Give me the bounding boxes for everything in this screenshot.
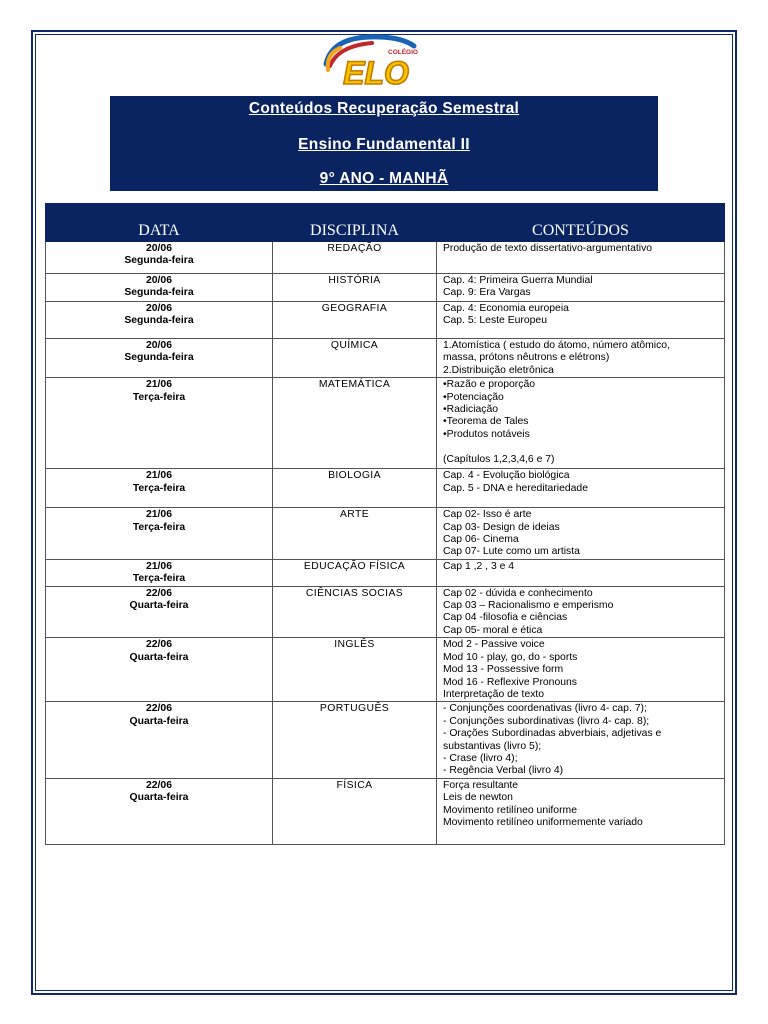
date-cell: 21/06 Terça-feira xyxy=(46,378,273,469)
column-header-subject: DISCIPLINA xyxy=(273,204,437,242)
contents-cell: Cap. 4: Primeira Guerra Mundial Cap. 9: Era Vargas xyxy=(437,274,725,302)
date-cell: 22/06 Quarta-feira xyxy=(46,638,273,702)
contents-cell: Cap. 4: Economia europeia Cap. 5: Leste Europeu xyxy=(437,302,725,339)
svg-text:ELO: ELO xyxy=(343,55,409,90)
subject-cell: REDAÇÃO xyxy=(273,242,437,274)
subject-cell: CIÊNCIAS SOCIAS xyxy=(273,586,437,638)
subject-cell: EDUCAÇÃO FÍSICA xyxy=(273,559,437,586)
subject-cell: FÍSICA xyxy=(273,778,437,844)
title-line-3: 9° ANO - MANHÃ xyxy=(319,170,449,187)
school-logo xyxy=(318,34,436,90)
subject-cell: GEOGRAFIA xyxy=(273,302,437,339)
table-row xyxy=(46,702,725,778)
contents-cell: Produção de texto dissertativo-argumentativo xyxy=(437,242,725,274)
contents-cell: Mod 2 - Passive voice Mod 10 - play, go, do - sports Mod 13 - Possessive form Mod 16 - Reflexive Pronouns Interpretação de texto xyxy=(437,638,725,702)
date-cell: 21/06 Terça-feira xyxy=(46,469,273,508)
subject-cell: ARTE xyxy=(273,508,437,560)
date-cell: 22/06 Quarta-feira xyxy=(46,586,273,638)
contents-cell: Cap 1 ,2 , 3 e 4 xyxy=(437,559,725,586)
date-cell: 20/06 Segunda-feira xyxy=(46,242,273,274)
table-row xyxy=(46,559,725,586)
date-cell: 20/06 Segunda-feira xyxy=(46,302,273,339)
title-line-1: Conteúdos Recuperação Semestral xyxy=(248,100,520,117)
subject-cell: BIOLOGIA xyxy=(273,469,437,508)
contents-cell: Cap 02 - dúvida e conhecimento Cap 03 – Racionalismo e emperismo Cap 04 -filosofia e ciências Cap 05- moral e ética xyxy=(437,586,725,638)
contents-cell: •Razão e proporção •Potenciação •Radiciação •Teorema de Tales •Produtos notáveis (Capítulos 1,2,3,4,6 e 7) xyxy=(437,378,725,469)
table-row xyxy=(46,508,725,560)
contents-cell: Cap 02- Isso é arte Cap 03- Design de ideias Cap 06- Cinema Cap 07- Lute como um artista xyxy=(437,508,725,560)
table-header-row xyxy=(46,204,725,242)
column-header-date: DATA xyxy=(46,204,273,242)
date-cell: 20/06 Segunda-feira xyxy=(46,274,273,302)
table-row xyxy=(46,778,725,844)
contents-cell: 1.Atomística ( estudo do átomo, número atômico, massa, prótons nêutrons e elétrons) 2.Distribuição eletrônica xyxy=(437,339,725,378)
subject-cell: INGLÊS xyxy=(273,638,437,702)
date-cell: 21/06 Terça-feira xyxy=(46,559,273,586)
table-row xyxy=(46,302,725,339)
date-cell: 21/06 Terça-feira xyxy=(46,508,273,560)
svg-text:COLÉGIO: COLÉGIO xyxy=(388,49,418,56)
title-banner xyxy=(110,96,658,191)
title-line-2: Ensino Fundamental II xyxy=(298,136,470,153)
date-cell: 22/06 Quarta-feira xyxy=(46,702,273,778)
table-row xyxy=(46,638,725,702)
subject-cell: QUÍMICA xyxy=(273,339,437,378)
contents-cell: - Conjunções coordenativas (livro 4- cap. 7); - Conjunções subordinativas (livro 4- cap. 8); - Orações Subordinadas abverbiais, adjetivas e substantivas (livro 5); - Crase (livro 4); - Regência Verbal (livro 4) xyxy=(437,702,725,778)
subject-cell: PORTUGUÊS xyxy=(273,702,437,778)
date-cell: 22/06 Quarta-feira xyxy=(46,778,273,844)
table-row xyxy=(46,339,725,378)
table-row xyxy=(46,242,725,274)
schedule-table xyxy=(45,203,725,845)
table-row xyxy=(46,586,725,638)
table-row xyxy=(46,274,725,302)
subject-cell: HISTÓRIA xyxy=(273,274,437,302)
table-row xyxy=(46,378,725,469)
contents-cell: Força resultante Leis de newton Movimento retilíneo uniforme Movimento retilíneo uniformemente variado xyxy=(437,778,725,844)
date-cell: 20/06 Segunda-feira xyxy=(46,339,273,378)
table-row xyxy=(46,469,725,508)
subject-cell: MATEMÁTICA xyxy=(273,378,437,469)
column-header-contents: CONTEÚDOS xyxy=(437,204,725,242)
contents-cell: Cap. 4 - Evolução biológica Cap. 5 - DNA e hereditariedade xyxy=(437,469,725,508)
